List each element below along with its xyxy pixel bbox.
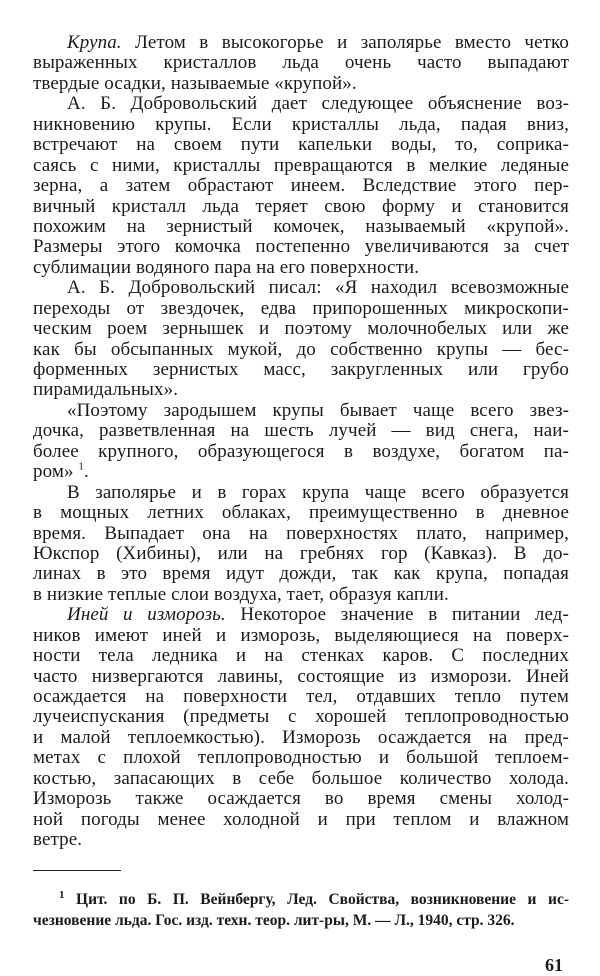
- line-text: в низкие теплые слои воздуха, тает, образуя капли.: [33, 583, 449, 605]
- text-line: [33, 258, 569, 278]
- footnote-line: [33, 889, 569, 910]
- line-text: Юкспор (Хибины), или на гребнях гор (Кавказ). В до-: [33, 542, 569, 564]
- text-line: [33, 687, 569, 707]
- text-line: [33, 135, 569, 155]
- line-text: А. Б. Добровольский дает следующее объяснение воз-: [67, 93, 569, 115]
- line-text: и малой теплоемкостью). Изморозь осаждается на пред-: [33, 726, 569, 748]
- text-line: [33, 94, 569, 114]
- line-text: дочка, разветвленная на шесть лучей — вид снега, наи-: [33, 420, 569, 442]
- line-text: .: [84, 461, 89, 483]
- line-text: ной погоды менее холодной и при теплом и влажном: [33, 808, 569, 830]
- line-text: сублимации водяного пара на его поверхности.: [33, 256, 420, 278]
- text-line: [33, 380, 569, 400]
- line-text: Изморозь также осаждается во время смены холод-: [33, 788, 569, 810]
- line-text: Летом в высокогорье и заполярье вместо четко: [121, 32, 569, 53]
- line-text: А. Б. Добровольский писал: «Я находил всевозможные: [67, 277, 569, 299]
- body-text: [33, 33, 569, 851]
- line-text: зерна, а затем обрастают инеем. Вследствие этого пер-: [33, 175, 569, 197]
- text-line: [33, 340, 569, 360]
- line-text: В заполярье и в горах крупа чаще всего образуется: [67, 481, 569, 503]
- run-in-heading: Крупа.: [67, 32, 122, 53]
- line-text: лучеиспускания (предметы с хорошей теплопроводностью: [33, 706, 569, 728]
- line-text: пирамидальных».: [33, 379, 179, 401]
- text-line: [33, 544, 569, 564]
- footnote-divider: [33, 870, 121, 871]
- footnote-text: чезновение льда. Гос. изд. техн. теор. лит-ры, М. — Л., 1940, стр. 326.: [33, 912, 515, 929]
- text-line: [33, 319, 569, 339]
- line-text: часто низвергаются лавины, состоящие из изморози. Иней: [33, 665, 569, 687]
- line-text: саясь с ними, кристаллы превращаются в мелкие ледяные: [33, 154, 569, 176]
- text-line: [33, 810, 569, 830]
- text-line: [33, 115, 569, 135]
- line-text: костью, запасающих в себе большое количество холода.: [33, 767, 569, 789]
- text-line: [33, 74, 569, 94]
- line-text: твердые осадки, называемые «крупой».: [33, 72, 357, 94]
- footnote-ref[interactable]: 1: [78, 460, 85, 473]
- text-line: [33, 605, 569, 625]
- line-text: линах в это время идут дожди, так как крупа, попадая: [33, 563, 569, 585]
- line-text: «Поэтому зародышем крупы бывает чаще всего звез-: [67, 399, 569, 421]
- line-text: ников имеют иней и изморозь, выделяющиеся на поверх-: [33, 624, 569, 646]
- text-line: [33, 707, 569, 727]
- line-text: ческим роем зернышек и поэтому молочнобелых или же: [33, 318, 569, 340]
- line-text: время. Выпадает она на поверхностях плато, например,: [33, 522, 569, 544]
- text-line: [33, 748, 569, 768]
- line-text: вичный кристалл льда теряет свою форму и становится: [33, 195, 569, 217]
- line-text: Размеры этого комочка постепенно увеличиваются за счет: [33, 236, 569, 258]
- text-line: [33, 830, 569, 850]
- text-line: [33, 564, 569, 584]
- text-line: [33, 197, 569, 217]
- footnote-line: [33, 910, 569, 931]
- footnote-marker: 1: [59, 888, 65, 901]
- text-line: [33, 789, 569, 809]
- text-line: [33, 176, 569, 196]
- line-text: похожим на зернистый комочек, называемый «крупой».: [33, 215, 569, 237]
- footnote-text: Цит. по Б. П. Вейнбергу, Лед. Свойства, возникновение и ис-: [64, 891, 569, 908]
- line-text: форменных зернистых масс, закругленных или грубо: [33, 359, 569, 380]
- line-text: как бы обсыпанных мукой, до собственно крупы — бес-: [33, 338, 569, 360]
- text-line: [33, 585, 569, 605]
- footnote: [33, 889, 569, 931]
- line-text: никновению крупы. Если кристаллы льда, падая вниз,: [33, 113, 569, 135]
- text-line: [33, 401, 569, 421]
- line-text: Некоторое значение в питании лед-: [225, 604, 569, 626]
- text-line: [33, 667, 569, 687]
- line-text: встречают на своем пути капельки воды, то, соприка-: [33, 134, 569, 156]
- page-number: 61: [545, 955, 563, 975]
- text-line: [33, 503, 569, 523]
- text-line: [33, 299, 569, 319]
- text-line: [33, 237, 569, 257]
- text-line: [33, 524, 569, 544]
- line-text: более крупного, образующегося в воздухе, богатом па-: [33, 440, 569, 462]
- line-text: метах с плохой теплопроводностью и большой теплоем-: [33, 747, 569, 769]
- text-line: [33, 769, 569, 789]
- line-text: выраженных кристаллов льда очень часто выпадают: [33, 52, 569, 74]
- text-line: [33, 53, 569, 73]
- line-text: ветре.: [33, 829, 83, 851]
- text-line: [33, 217, 569, 237]
- text-line: [33, 728, 569, 748]
- text-line: [33, 646, 569, 666]
- text-line: [33, 156, 569, 176]
- text-line: [33, 33, 569, 53]
- line-text: осаждается на поверхности тел, отдавших тепло путем: [33, 686, 569, 707]
- line-text: переходы от звездочек, едва припорошенных микроскопи-: [33, 297, 569, 319]
- text-line: [33, 360, 569, 380]
- line-text: в мощных летних облаках, преимущественно в дневное: [33, 502, 569, 524]
- text-line: [33, 462, 569, 482]
- text-line: [33, 483, 569, 503]
- text-line: [33, 421, 569, 441]
- line-text: ром»: [33, 461, 74, 483]
- run-in-heading: Иней и изморозь.: [67, 604, 226, 626]
- line-text: ности тела ледника и на стенках каров. С последних: [33, 645, 569, 667]
- text-line: [33, 278, 569, 298]
- text-line: [33, 442, 569, 462]
- text-line: [33, 626, 569, 646]
